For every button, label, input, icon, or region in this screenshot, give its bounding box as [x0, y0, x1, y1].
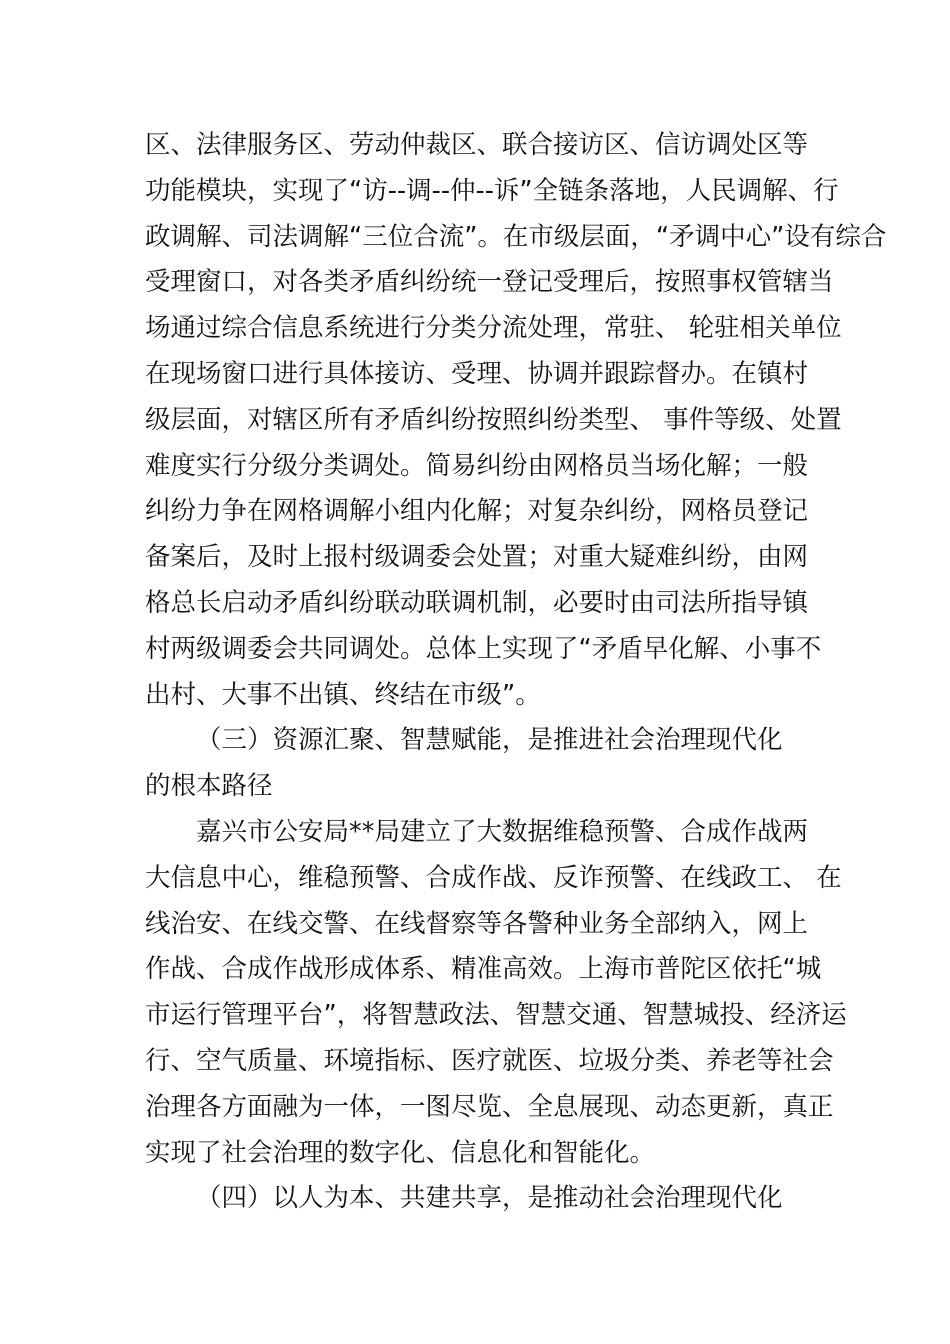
paragraph-start: 嘉兴市公安局**局建立了大数据维稳预警、合成作战两: [196, 816, 809, 847]
text-line: 格总长启动矛盾纠纷联动联调机制，必要时由司法所指导镇: [145, 587, 809, 618]
text-line: 场通过综合信息系统进行分类分流处理，常驻、 轮驻相关单位: [145, 313, 842, 344]
section-heading-4: （四）以人为本、共建共享，是推动社会治理现代化: [196, 1183, 783, 1214]
text-line: 级层面，对辖区所有矛盾纠纷按照纠纷类型、 事件等级、处置: [145, 404, 842, 435]
text-line: 村两级调委会共同调处。总体上实现了“矛盾早化解、小事不: [145, 633, 822, 664]
text-line: 政调解、司法调解“三位合流”。在市级层面，“矛调中心”设有综合: [145, 221, 887, 252]
text-line: 区、法律服务区、劳动仲裁区、联合接访区、信访调处区等: [145, 130, 809, 160]
text-line: 难度实行分级分类调处。简易纠纷由网格员当场化解；一般: [145, 450, 809, 481]
text-line: 出村、大事不出镇、终结在市级”。: [145, 679, 541, 710]
text-line: 功能模块，实现了“访--调--仲--诉”全链条落地，人民调解、行: [145, 175, 839, 206]
text-line: 纠纷力争在网格调解小组内化解；对复杂纠纷，网格员登记: [145, 496, 809, 527]
text-line: 线治安、在线交警、在线督察等各警种业务全部纳入，网上: [145, 908, 809, 939]
text-line: 在现场窗口进行具体接访、受理、协调并跟踪督办。在镇村: [145, 358, 809, 389]
section-heading-3: （三）资源汇聚、智慧赋能，是推进社会治理现代化: [196, 725, 783, 756]
text-line: 作战、合成作战形成体系、精准高效。上海市普陀区依托“城: [145, 954, 822, 985]
text-line: 治理各方面融为一体，一图尽览、全息展现、动态更新，真正: [145, 1091, 834, 1122]
section-heading-3-cont: 的根本路径: [145, 771, 273, 802]
text-line: 受理窗口，对各类矛盾纠纷统一登记受理后，按照事权管辖当: [145, 267, 834, 298]
text-line: 行、空气质量、环境指标、医疗就医、垃圾分类、养老等社会: [145, 1045, 834, 1076]
text-line: 备案后，及时上报村级调委会处置；对重大疑难纠纷，由网: [145, 542, 809, 573]
text-line: 大信息中心，维稳预警、合成作战、反诈预警、在线政工、 在: [145, 862, 842, 893]
body-text: [145, 123, 887, 1222]
text-line: 市运行管理平台”，将智慧政法、智慧交通、智慧城投、经济运: [145, 1000, 847, 1031]
text-line: 实现了社会治理的数字化、信息化和智能化。: [145, 1137, 656, 1168]
